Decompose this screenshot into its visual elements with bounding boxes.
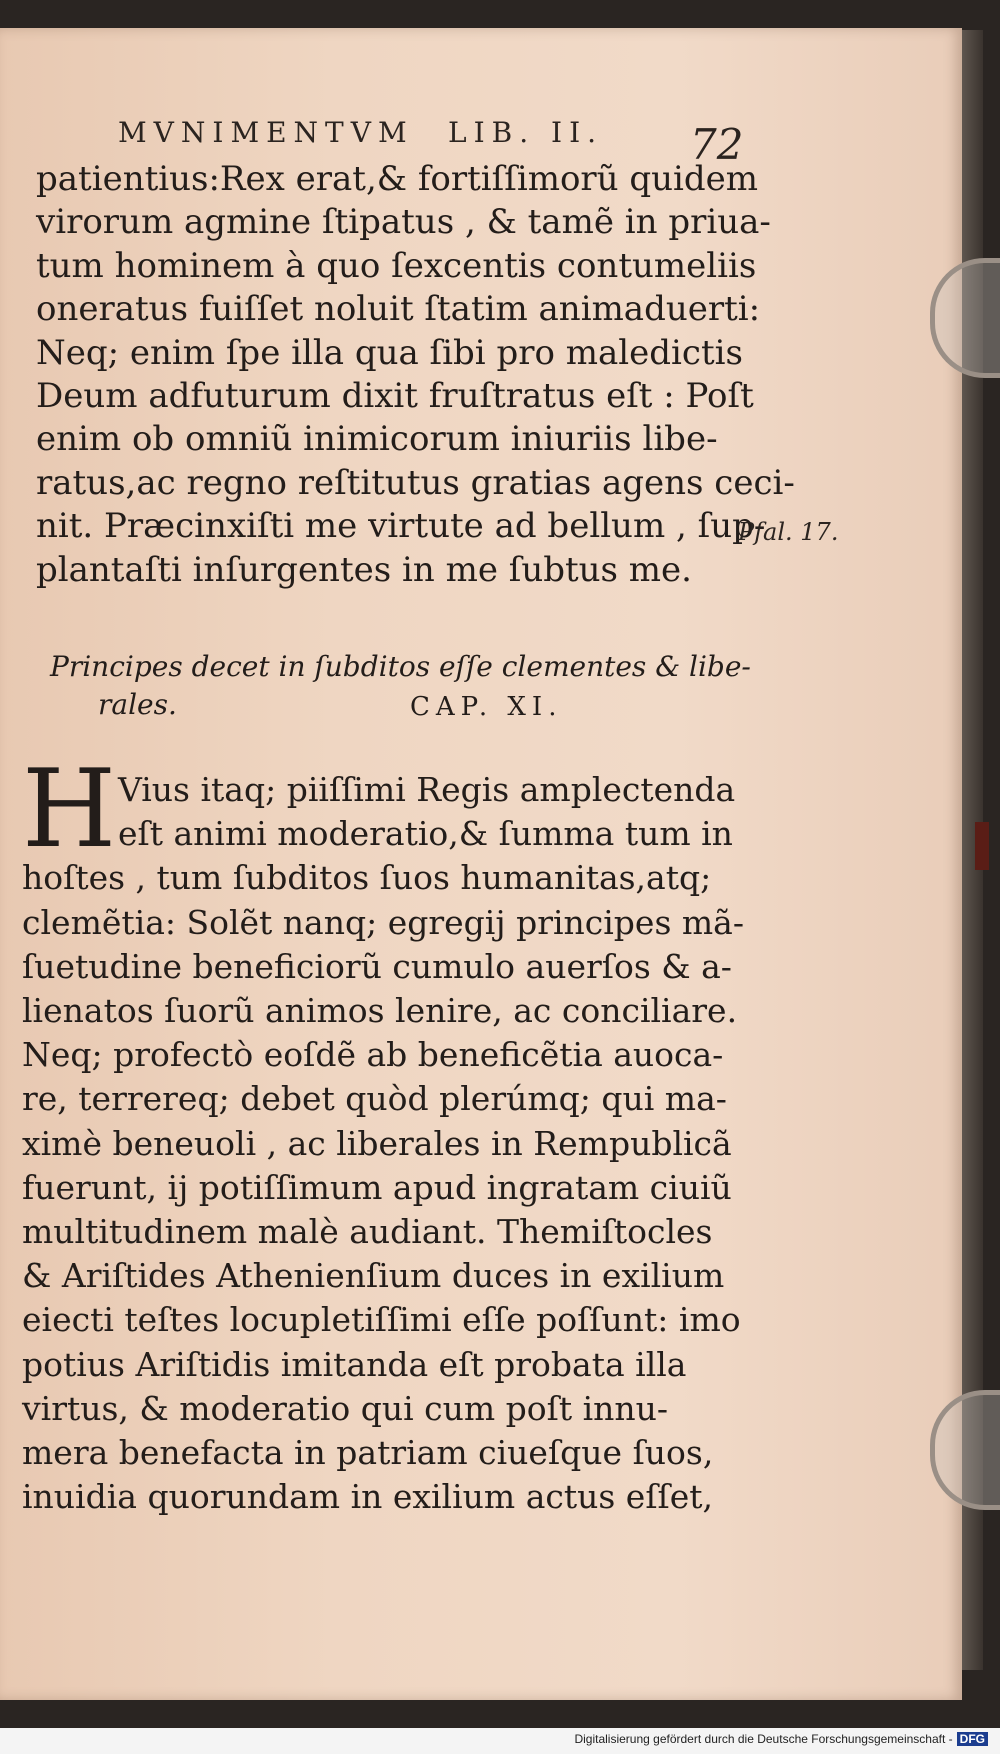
text-line: Deum adfuturum dixit fruſtratus eſt : Poſt [36, 376, 754, 417]
running-head [118, 116, 748, 160]
text-line: multitudinem malè audiant. Themiſtocles [22, 1212, 713, 1252]
text-line: potius Ariſtidis imitanda eſt probata illa [22, 1344, 687, 1384]
text-line: nit. Præcinxiſti me virtute ad bellum , ſup- [36, 506, 766, 547]
text-line: eiecti teſtes locupletiſſimi eſſe poſſunt: imo [22, 1300, 741, 1340]
drop-cap: H [22, 747, 117, 872]
text-line: ſuetudine beneficiorũ cumulo auerſos & a- [22, 946, 732, 986]
running-head-title: MVNIMENTVM [118, 116, 414, 149]
credit-text: Digitalisierung gefördert durch die Deutsche Forschungsgemeinschaft - [574, 1732, 953, 1746]
text-line: re, terrereq; debet quòd plerúmq; qui ma- [22, 1079, 727, 1119]
chapter-heading [50, 648, 751, 724]
chapter-heading-line: Principes decet in ſubditos eſſe clementes & libe- [50, 650, 751, 683]
text-line: fuerunt, ij potiſſimum apud ingratam ciuiũ [22, 1167, 732, 1207]
running-head-book: LIB. II. [448, 116, 604, 149]
text-line: oneratus fuiſſet noluit ſtatim animaduerti: [36, 289, 761, 330]
text-line: ratus,ac regno reſtitutus gratias agens ceci- [36, 462, 795, 503]
text-line: clemẽtia: Solẽt nanq; egregij principes mã- [22, 902, 745, 942]
text-line: & Ariſtides Athenienſium duces in exilium [22, 1256, 725, 1296]
text-line: Neq; profectò eoſdẽ ab beneficẽtia auoca- [22, 1035, 724, 1075]
text-line: ximè beneuoli , ac liberales in Rempublicã [22, 1123, 732, 1163]
text-line: mera benefacta in patriam ciueſque ſuos, [22, 1433, 714, 1473]
text-line: eſt animi moderatio,& ſumma tum in [118, 814, 733, 854]
text-line: patientius:Rex erat,& fortiſſimorũ quidem [36, 159, 759, 199]
text-line: hoſtes , tum ſubditos ſuos humanitas,atq; [22, 858, 712, 898]
text-line: enim ob omniũ inimicorum iniuriis libe- [36, 419, 718, 460]
text-line: virorum agmine ſtipatus , & tamẽ in priua- [36, 202, 771, 243]
text-line: Neq; enim ſpe illa qua ſibi pro maledictis [36, 332, 743, 373]
text-line: virtus, & moderatio qui cum poſt innu- [22, 1388, 669, 1428]
bookmark-ribbon [975, 822, 989, 870]
chapter-number: CAP. XI. [410, 692, 563, 722]
digitization-credit [574, 1732, 988, 1746]
chapter-heading-line: rales. [98, 688, 177, 721]
marginal-note: Pſal. 17. [738, 518, 839, 546]
text-line: tum hominem à quo ſexcentis contumeliis [36, 245, 757, 286]
text-line: Vius itaq; piiſſimi Regis amplectenda [118, 770, 736, 809]
paragraph-chapter-body [22, 768, 745, 1519]
dfg-logo: DFG [957, 1732, 988, 1746]
text-line: lienatos ſuorũ animos lenire, ac conciliare. [22, 991, 738, 1031]
folio-number: 72 [690, 120, 744, 169]
text-line: inuidia quorundam in exilium actus eſſet, [22, 1477, 714, 1517]
text-line: plantaſti inſurgentes in me ſubtus me. [36, 549, 692, 590]
